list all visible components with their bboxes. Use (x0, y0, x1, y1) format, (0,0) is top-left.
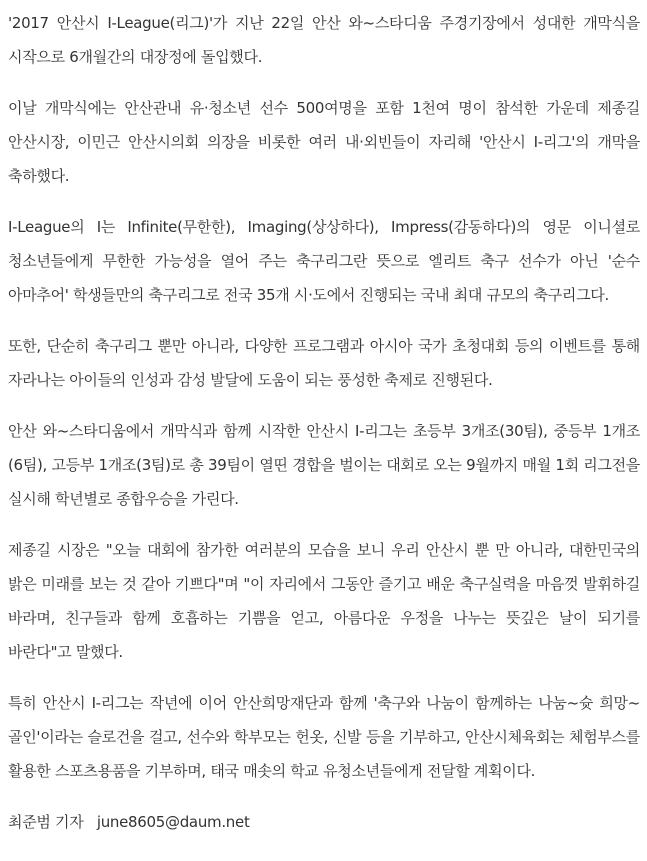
article-paragraph-4: 또한, 단순히 축구리그 뿐만 아니라, 다양한 프로그램과 아시아 국가 초청대회 등의 이벤트를 통해 자라나는 아이들의 인성과 감성 발달에 도움이 되는 풍성한 축제로 진행된다. (8, 337, 640, 389)
article-paragraph-5: 안산 와~스타디움에서 개막식과 함께 시작한 안산시 I-리그는 초등부 3개조(30팀), 중등부 1개조(6팀), 고등부 1개조(3팀)로 총 39팀이 열띤 경합을 벌이는 대회로 오는 9월까지 매월 1회 리그전을 실시해 학년별로 종합우승을 가린다. (8, 422, 640, 508)
article-paragraph-6: 제종길 시장은 "오늘 대회에 참가한 여러분의 모습을 보니 우리 안산시 뿐 만 아니라, 대한민국의 밝은 미래를 보는 것 같아 기쁘다"며 "이 자리에서 그동안 즐기고 배운 축구실력을 마음껏 발휘하길 바라며, 친구들과 함께 호흡하는 기쁨을 얻고, 아름다운 우정을 나누는 뜻깊은 날이 되기를 바란다"고 말했다. (8, 541, 640, 661)
article-paragraph-1: '2017 안산시 I-League(리그)'가 지난 22일 안산 와~스타디움 주경기장에서 성대한 개막식을 시작으로 6개월간의 대장정에 돌입했다. (8, 14, 640, 66)
article-paragraph-3: I-League의 I는 Infinite(무한한), Imaging(상상하다), Impress(감동하다)의 영문 이니셜로 청소년들에게 무한한 가능성을 열어 주는 축구리그란 뜻으로 엘리트 축구 선수가 아닌 '순수 아마추어' 학생들만의 축구리그로 전국 35개 시·도에서 진행되는 국내 최대 규모의 축구리그다. (8, 218, 640, 304)
article-paragraph-7: 특히 안산시 I-리그는 작년에 이어 안산희망재단과 함께 '축구와 나눔이 함께하는 나눔~슛 희망~골인'이라는 슬로건을 걸고, 선수와 학부모는 헌옷, 신발 등을 기부하고, 안산시체육회는 체험부스를 활용한 스포츠용품을 기부하며, 태국 매솟의 학교 유청소년들에게 전달할 계획이다. (8, 694, 640, 780)
article-byline: 최준범 기자 june8605@daum.net (8, 813, 250, 831)
article-body (8, 6, 640, 839)
article-paragraph-2: 이날 개막식에는 안산관내 유·청소년 선수 500여명을 포함 1천여 명이 참석한 가운데 제종길 안산시장, 이민근 안산시의회 의장을 비롯한 여러 내·외빈들이 자리해 '안산시 I-리그'의 개막을 축하했다. (8, 99, 640, 185)
